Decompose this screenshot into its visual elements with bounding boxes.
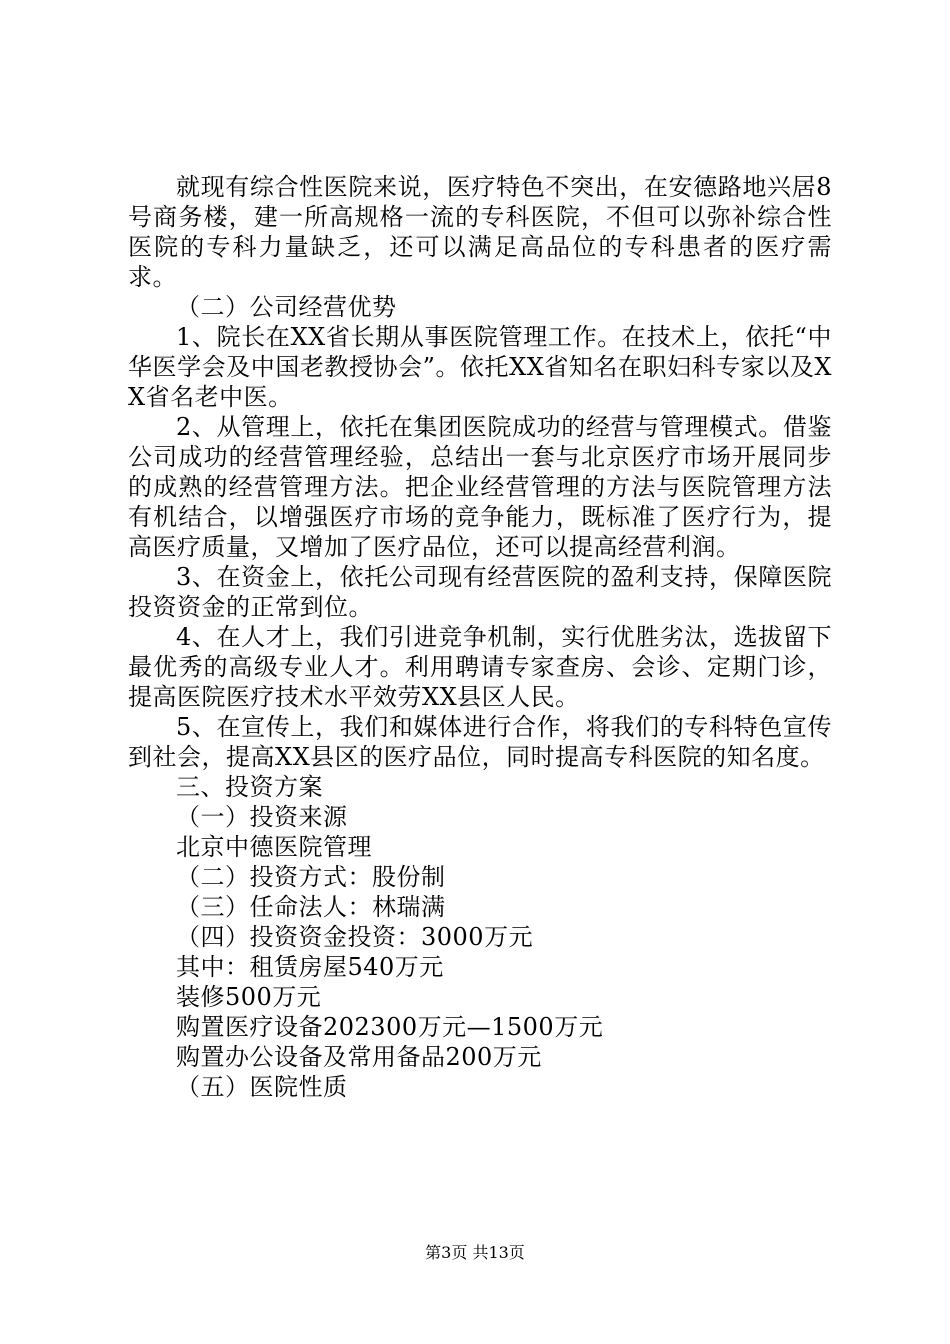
paragraph-advantage-1: 1、院长在XX省长期从事医院管理工作。在技术上，依托“中华医学会及中国老教授协会”。依托XX省知名在职妇科专家以及XX省名老中医。 (128, 323, 832, 411)
paragraph-intro: 就现有综合性医院来说，医疗特色不突出，在安德路地兴居8号商务楼，建一所高规格一流的专科医院，不但可以弥补综合性医院的专科力量缺乏，还可以满足高品位的专科患者的医疗需求。 (128, 173, 832, 291)
heading-investment-plan: 三、投资方案 (176, 773, 323, 801)
heading-investment-source: （一）投资来源 (176, 803, 348, 831)
line-medical-equipment-cost: 购置医疗设备202300万元—1500万元 (176, 1013, 604, 1041)
line-rent-cost: 其中：租赁房屋540万元 (176, 953, 444, 981)
line-legal-person: （三）任命法人：林瑞满 (176, 893, 446, 921)
heading-company-advantages: （二）公司经营优势 (176, 293, 397, 321)
paragraph-advantage-2: 2、从管理上，依托在集团医院成功的经营与管理模式。借鉴公司成功的经营管理经验，总结出一套与北京医疗市场开展同步的成熟的经营管理方法。把企业经营管理的方法与医院管理方法有机结合，以增强医疗市场的竞争能力，既标准了医疗行为，提高医疗质量，又增加了医疗品位，还可以提高经营利润。 (128, 413, 832, 561)
paragraph-advantage-4: 4、在人才上，我们引进竞争机制，实行优胜劣汰，选拔留下最优秀的高级专业人才。利用聘请专家查房、会诊、定期门诊，提高医院医疗技术水平效劳XX县区人民。 (128, 623, 832, 711)
line-investment-method: （二）投资方式：股份制 (176, 863, 446, 891)
page-number-footer: 第3页 共13页 (425, 1243, 525, 1262)
heading-hospital-nature: （五）医院性质 (176, 1073, 348, 1101)
line-office-equipment-cost: 购置办公设备及常用备品200万元 (176, 1043, 542, 1071)
document-body (128, 172, 832, 1102)
line-decoration-cost: 装修500万元 (176, 983, 322, 1011)
line-investment-amount: （四）投资资金投资：3000万元 (176, 923, 534, 951)
paragraph-advantage-5: 5、在宣传上，我们和媒体进行合作，将我们的专科特色宣传到社会，提高XX县区的医疗品位，同时提高专科医院的知名度。 (128, 713, 832, 771)
paragraph-advantage-3: 3、在资金上，依托公司现有经营医院的盈利支持，保障医院投资资金的正常到位。 (128, 563, 832, 621)
line-investment-source-value: 北京中德医院管理 (176, 833, 372, 861)
